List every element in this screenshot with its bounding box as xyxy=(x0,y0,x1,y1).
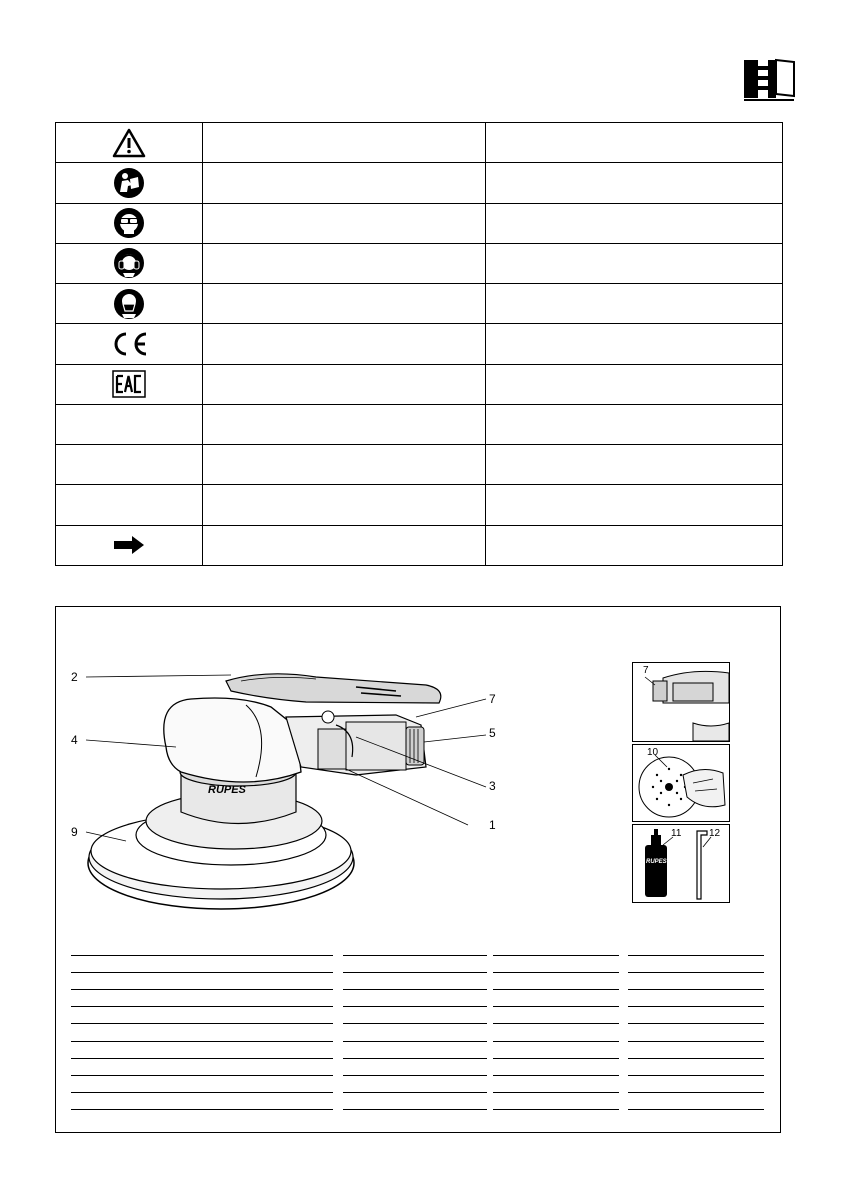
table-row xyxy=(56,163,783,203)
spec-line xyxy=(71,989,333,990)
table-row xyxy=(56,404,783,444)
warning-triangle-icon xyxy=(112,128,146,158)
symbols-table xyxy=(55,122,783,566)
spec-line xyxy=(71,1041,333,1042)
callout-3: 3 xyxy=(489,779,496,793)
translation-cell xyxy=(486,364,783,404)
translation-cell xyxy=(486,485,783,525)
symbol-cell xyxy=(56,404,203,444)
spec-line xyxy=(628,972,764,973)
spec-line xyxy=(343,1023,487,1024)
table-row xyxy=(56,485,783,525)
table-row xyxy=(56,445,783,485)
translation-cell xyxy=(486,284,783,324)
symbol-cell xyxy=(56,123,203,163)
callout-5: 5 xyxy=(489,726,496,740)
spec-line xyxy=(628,1006,764,1007)
description-cell xyxy=(203,364,486,404)
spec-line xyxy=(493,1109,619,1110)
translation-cell xyxy=(486,404,783,444)
spec-line xyxy=(343,972,487,973)
translation-cell xyxy=(486,445,783,485)
callout-4: 4 xyxy=(71,733,78,747)
inset-callout-10: 10 xyxy=(647,747,659,758)
table-row xyxy=(56,284,783,324)
symbol-cell xyxy=(56,364,203,404)
inset-speed-regulator xyxy=(632,662,730,742)
spec-line xyxy=(628,1109,764,1110)
spec-line xyxy=(343,1092,487,1093)
symbol-cell xyxy=(56,284,203,324)
spec-line xyxy=(71,1023,333,1024)
spec-line xyxy=(71,1075,333,1076)
table-row xyxy=(56,525,783,565)
translation-cell xyxy=(486,163,783,203)
translation-cell xyxy=(486,243,783,283)
spec-line xyxy=(343,1058,487,1059)
read-manual-icon xyxy=(113,167,145,199)
spec-line xyxy=(493,1023,619,1024)
spec-line xyxy=(493,1058,619,1059)
description-cell xyxy=(203,123,486,163)
table-row xyxy=(56,324,783,364)
spec-line xyxy=(628,1092,764,1093)
spec-line xyxy=(628,955,764,956)
callout-9: 9 xyxy=(71,825,78,839)
inset-callout-11: 11 xyxy=(671,828,682,839)
callout-1: 1 xyxy=(489,818,496,832)
translation-cell xyxy=(486,525,783,565)
inset-callout-12: 12 xyxy=(709,828,721,839)
description-cell xyxy=(203,324,486,364)
spec-line xyxy=(71,955,333,956)
manual-book-icon xyxy=(742,56,796,102)
description-cell xyxy=(203,163,486,203)
symbol-cell xyxy=(56,163,203,203)
spec-line xyxy=(628,1075,764,1076)
symbol-cell xyxy=(56,445,203,485)
spec-line xyxy=(71,1058,333,1059)
symbol-cell xyxy=(56,203,203,243)
svg-text:RUPES: RUPES xyxy=(646,859,667,865)
symbol-cell xyxy=(56,243,203,283)
description-cell xyxy=(203,525,486,565)
table-row xyxy=(56,243,783,283)
spec-line xyxy=(343,1041,487,1042)
spec-line xyxy=(343,1075,487,1076)
eye-protection-icon xyxy=(113,207,145,239)
callout-2: 2 xyxy=(71,670,78,684)
description-cell xyxy=(203,445,486,485)
spec-line xyxy=(71,1109,333,1110)
table-row xyxy=(56,203,783,243)
spec-line xyxy=(493,972,619,973)
spec-line xyxy=(343,1109,487,1110)
table-row xyxy=(56,364,783,404)
translation-cell xyxy=(486,203,783,243)
spec-line xyxy=(71,1092,333,1093)
inset-accessories xyxy=(632,824,730,903)
translation-cell xyxy=(486,123,783,163)
spec-line xyxy=(493,1092,619,1093)
inset-abrasive-disc xyxy=(632,744,730,822)
symbol-cell xyxy=(56,485,203,525)
spec-line xyxy=(343,989,487,990)
eac-mark-icon xyxy=(112,370,146,398)
symbol-cell xyxy=(56,324,203,364)
inset-callout-7: 7 xyxy=(643,665,649,676)
spec-line xyxy=(628,1023,764,1024)
spec-line xyxy=(343,955,487,956)
spec-line xyxy=(628,1058,764,1059)
spec-line xyxy=(493,955,619,956)
spec-line xyxy=(71,1006,333,1007)
spec-line xyxy=(493,1006,619,1007)
spec-line xyxy=(493,1041,619,1042)
callout-7: 7 xyxy=(489,692,496,706)
spec-line xyxy=(493,1075,619,1076)
spec-line xyxy=(628,1041,764,1042)
description-cell xyxy=(203,243,486,283)
arrow-right-icon xyxy=(112,535,146,555)
spec-line xyxy=(493,989,619,990)
spec-line xyxy=(71,972,333,973)
description-cell xyxy=(203,485,486,525)
figure-panel xyxy=(55,606,781,1133)
description-cell xyxy=(203,404,486,444)
ear-protection-icon xyxy=(113,247,145,279)
ce-mark-icon xyxy=(109,330,149,358)
spec-line xyxy=(343,1006,487,1007)
dust-mask-icon xyxy=(113,288,145,320)
translation-cell xyxy=(486,324,783,364)
spec-line xyxy=(628,989,764,990)
brand-logo: RUPES xyxy=(208,784,246,796)
symbol-cell xyxy=(56,525,203,565)
description-cell xyxy=(203,203,486,243)
table-row xyxy=(56,123,783,163)
description-cell xyxy=(203,284,486,324)
